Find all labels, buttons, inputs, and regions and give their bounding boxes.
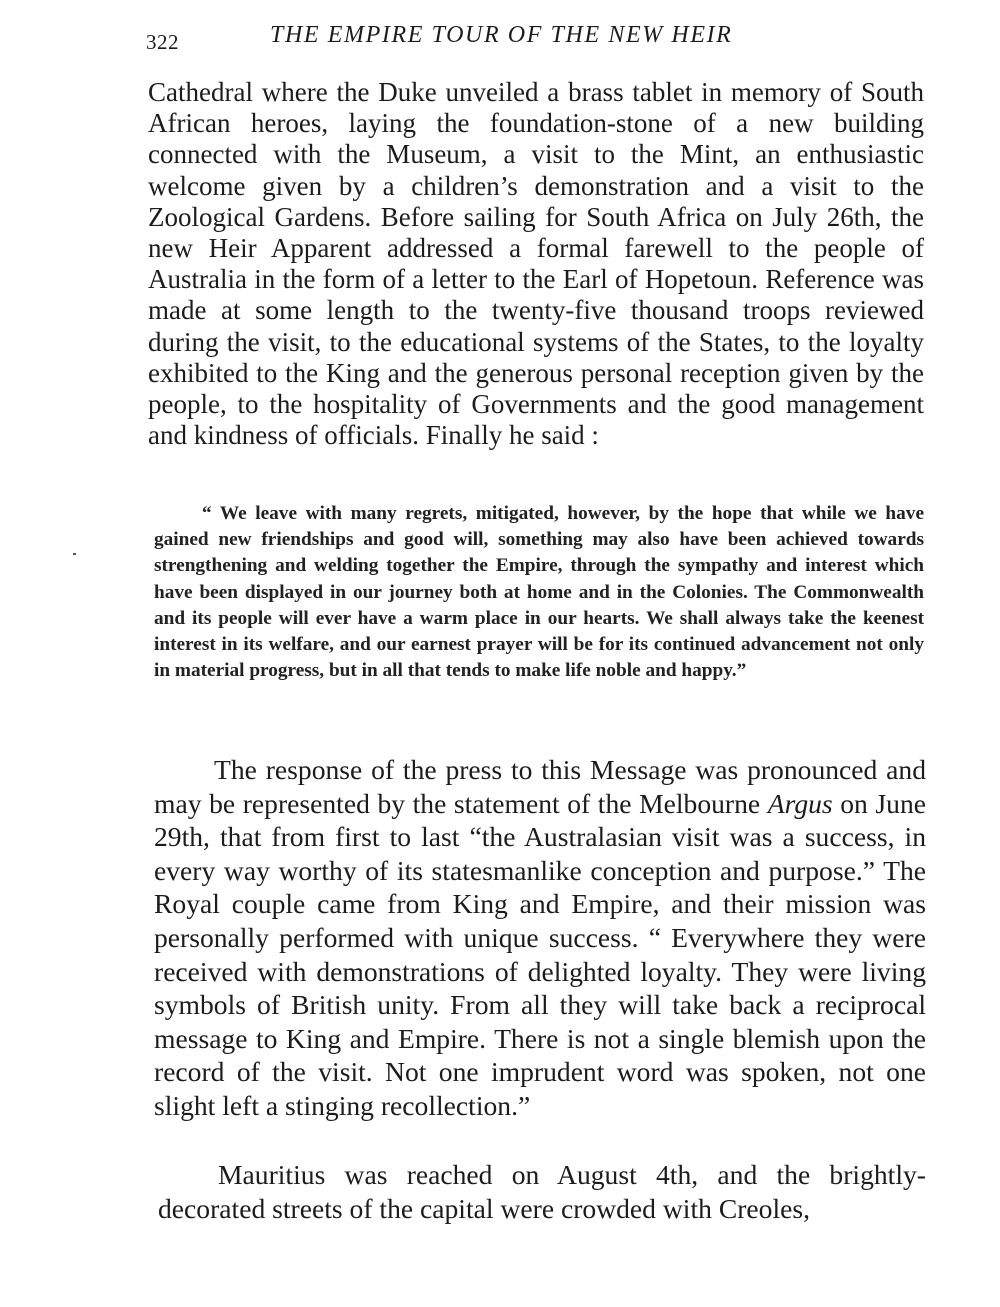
paragraph-2-text-start: The response of the press to this Message was pronounced and may be represented by the statement of the Melbourne [154, 754, 926, 819]
running-title: THE EMPIRE TOUR OF THE NEW HEIR [270, 22, 733, 48]
body-paragraph-2 [154, 753, 926, 1123]
body-paragraph-3: Mauritius was reached on August 4th, and the brightly-decorated streets of the capital were crowded with Creoles, [158, 1159, 926, 1224]
running-head [146, 22, 926, 56]
newspaper-title: Argus [767, 787, 833, 819]
paragraph-2-text-end: on June 29th, that from first to last “the Australasian visit was a success, in every way worthy of its statesmanlike conception and purpose.” The Royal couple came from King and Empire, and their mission was personally performed with unique success. “ Everywhere they were received with demonstrations of delighted loyalty. They were living symbols of British unity. From all they will take back a reciprocal message to King and Empire. There is not a single blemish upon the record of the visit. Not one imprudent word was spoken, not one slight left a stinging recollection.” [154, 787, 926, 1121]
block-quote: “ We leave with many regrets, mitigated, however, by the hope that while we have gained new friendships and good will, something may also have been achieved towards strengthening and welding together the Empire, through the sympathy and interest which have been displayed in our journey both at home and in the Colonies. The Commonwealth and its people will ever have a warm place in our hearts. We shall always take the keenest interest in its welfare, and our earnest prayer will be for its continued advancement not only in material progress, but in all that tends to make life noble and happy.” [154, 503, 924, 682]
page-number: 322 [146, 30, 179, 54]
body-paragraph-1: Cathedral where the Duke unveiled a brass tablet in memory of South African heroes, laying the foundation-stone of a new building connected with the Museum, a visit to the Mint, an enthusiastic welcome given by a children’s demonstration and a visit to the Zoological Gardens. Before sailing for South Africa on July 26th, the new Heir Apparent addressed a formal farewell to the people of Australia in the form of a letter to the Earl of Hopetoun. Reference was made at some length to the twenty-five thousand troops reviewed during the visit, to the educational systems of the States, to the loyalty exhibited to the King and the generous personal reception given by the people, to the hospitality of Governments and the good management and kindness of officials. Finally he said : [148, 77, 924, 451]
margin-mark [73, 553, 76, 555]
